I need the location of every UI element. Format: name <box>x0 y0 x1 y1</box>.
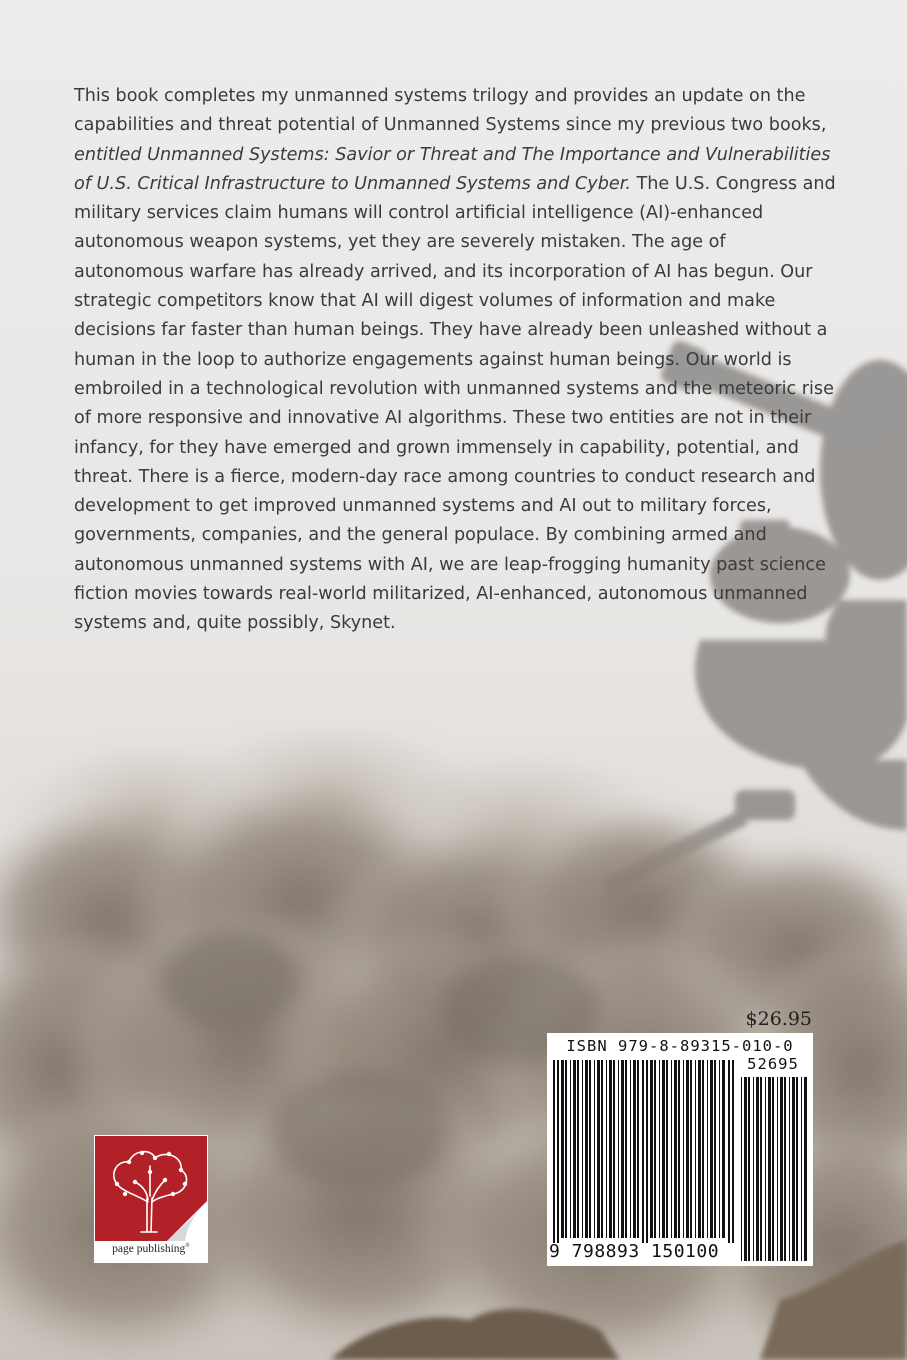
trademark-symbol: ® <box>185 1243 190 1250</box>
blurb-book-titles: entitled Unmanned Systems: Savior or Threat and The Importance and Vulnerabilities of U.S. Critical Infrastructure to Unmanned Systems and Cyber. <box>74 144 831 194</box>
isbn-text: ISBN 979-8-89315-010-0 <box>566 1037 794 1055</box>
tree-logo-icon <box>95 1136 207 1241</box>
price-addon-digits: 52695 <box>747 1055 799 1073</box>
price: $26.95 <box>745 1008 812 1030</box>
blurb-text-rest: The U.S. Congress and military services claim humans will control artificial intelligence (AI)-enhanced autonomous weapon systems, yet they are severely mistaken. The age of autonomous warfare has already arrived, and its incorporation of AI has begun. Our strategic competitors know that AI will digest volumes of information and make decisions far faster than human beings. They have already been unleashed without a human in the loop to authorize engagements against human beings. Our world is embroiled in a technological revolution with unmanned systems and the meteoric rise of more responsive and innovative AI algorithms. These two entities are not in their infancy, for they have emerged and grown immensely in capability, potential, and threat. There is a fierce, modern-day race among countries to conduct research and development to get improved unmanned systems and AI out to military forces, governments, companies, and the general populace. By combining armed and autonomous unmanned systems with AI, we are leap-frogging humanity past science fiction movies towards real-world militarized, AI-enhanced, autonomous unmanned systems and, quite possibly, Skynet. <box>74 173 836 634</box>
publisher-logo <box>94 1135 208 1263</box>
blurb-text-start: This book completes my unmanned systems trilogy and provides an update on the capabilities and threat potential of Unmanned Systems since my previous two books, <box>74 86 827 136</box>
publisher-logo-block <box>95 1136 207 1241</box>
barcode-panel <box>547 1033 813 1266</box>
ean-digits: 9 798893 150100 <box>549 1241 720 1262</box>
publisher-name-text: page publishing <box>112 1243 186 1255</box>
publisher-name <box>94 1243 208 1255</box>
back-cover-blurb <box>74 82 836 639</box>
